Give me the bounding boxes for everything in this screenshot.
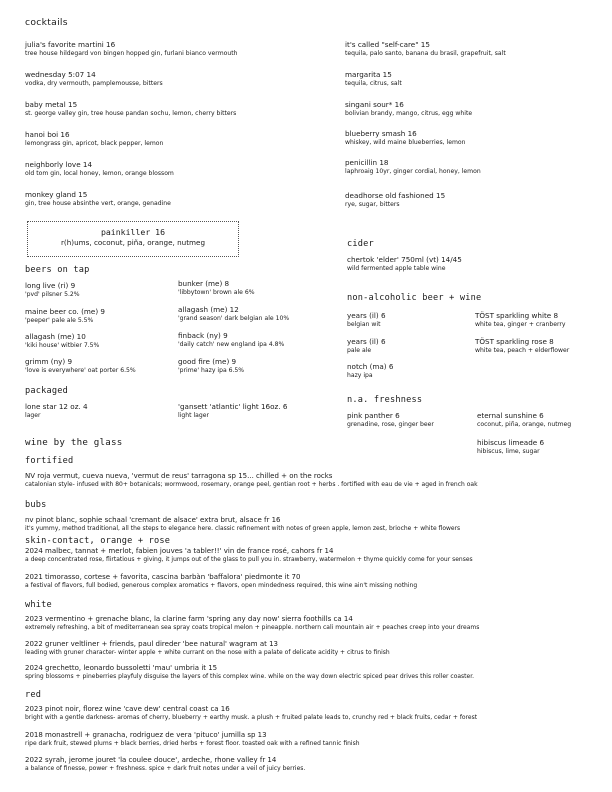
item-desc: extremely refreshing, a bit of mediterranean sea spray coats tropical melon + pineapple. northern cali mountain air + peaches creep into your dreams [25, 624, 480, 632]
cocktail-item [25, 40, 237, 58]
item-name: 2022 gruner veltliner + friends, paul direder 'bee natural' wagram at 13 [25, 640, 279, 648]
item-name: 2023 vermentino + grenache blanc, la clarine farm 'spring any day now' sierra foothills ca 14 [25, 615, 353, 623]
beer-item [178, 279, 255, 297]
item-desc: 'kiki house' witbier 7.5% [25, 341, 100, 349]
item-name: 2022 syrah, jerome jouret 'la coulee douce', ardeche, rhone valley fr 14 [25, 756, 277, 764]
item-name: neighborly love 14 [25, 160, 93, 169]
item-name: 2024 malbec, tannat + merlot, fabien jouves 'a tabler!!' vin de france rosé, cahors fr 14 [25, 547, 334, 555]
item-name: margarita 15 [345, 70, 392, 79]
item-name: penicillin 18 [345, 158, 389, 167]
item-name: nv pinot blanc, sophie schaal 'cremant de alsace' extra brut, alsace fr 16 [25, 516, 281, 524]
item-name: pink panther 6 [347, 411, 400, 420]
item-name: finback (ny) 9 [178, 331, 228, 340]
wine-item [25, 705, 477, 723]
item-desc: catalonian style- infused with 80+ botanicals; wormwood, rosemary, orange peel, gentian root + herbs . fortified with eau de vie + aged in french oak [25, 481, 478, 489]
packaged-item [25, 402, 88, 420]
item-desc: 'peeper' pale ale 5.5% [25, 316, 94, 324]
item-desc: a deep concentrated rose, flirtatious + giving, it jumps out of the glass to pull you in. strawberry, watermelon + thyme quickly come for your senses [25, 556, 473, 564]
na-freshness-item [347, 411, 434, 429]
item-name: deadhorse old fashioned 15 [345, 191, 446, 200]
item-name: 2018 monastrell + granacha, rodriguez de vera 'pituco' jumilla sp 13 [25, 731, 267, 739]
painkiller-box [27, 221, 239, 257]
beer-item [25, 332, 99, 350]
cocktail-item [345, 100, 472, 118]
beer-item [25, 281, 80, 299]
item-name: good fire (me) 9 [178, 357, 237, 366]
na-item [347, 362, 393, 380]
item-name: 2024 grechetto, leonardo bussoletti 'mau' umbria it 15 [25, 664, 218, 672]
item-desc: white tea, ginger + cranberry [475, 320, 566, 328]
item-name: singani sour* 16 [345, 100, 404, 109]
item-name: lone star 12 oz. 4 [25, 402, 88, 411]
cocktail-item [25, 190, 171, 208]
item-desc: gin, tree house absinthe vert, orange, genadine [25, 199, 171, 207]
item-desc: st. george valley gin, tree house pandan sochu, lemon, cherry bitters [25, 109, 237, 117]
wine-subheading-fortified: fortified [25, 456, 74, 466]
item-desc: lager [25, 411, 41, 419]
section-heading-packaged: packaged [25, 386, 68, 396]
item-name: NV roja vermut, cueva nueva, 'vermut de reus' tarragona sp 15... chilled + on the rocks [25, 472, 333, 480]
item-desc: white tea, peach + elderflower [475, 346, 570, 354]
packaged-item [178, 402, 287, 420]
item-desc: old tom gin, local honey, lemon, orange blossom [25, 169, 174, 177]
item-name: allagash (me) 10 [25, 332, 86, 341]
item-desc: a balance of finesse, power + freshness. spice + dark fruit notes under a veil of juicy berries. [25, 765, 306, 773]
wine-item [25, 615, 479, 633]
cocktail-item [345, 40, 506, 58]
wine-item [25, 664, 474, 682]
item-name: wednesday 5:07 14 [25, 70, 96, 79]
item-name: notch (ma) 6 [347, 362, 394, 371]
item-name: julia's favorite martini 16 [25, 40, 116, 49]
wine-subheading-red: red [25, 690, 42, 700]
item-name: maine beer co. (me) 9 [25, 307, 105, 316]
item-desc: tree house hildegard von bingen hopped gin, furlani bianco vermouth [25, 49, 238, 57]
wine-item [25, 573, 417, 591]
item-desc: spring blossoms + pineberries playfuly disguise the layers of this complex wine. while on the way down electric spiced pear drives this roller coaster. [25, 673, 475, 681]
wine-subheading-skin-contact: skin-contact, orange + rose [25, 536, 171, 546]
item-name: long live (ri) 9 [25, 281, 76, 290]
item-desc: a festival of flavors, full bodied, generous complex aromatics + flavors, open mindedness required, this wine ain't missing nothing [25, 582, 418, 590]
wine-item [25, 547, 473, 565]
na-freshness-item [477, 411, 571, 429]
cocktail-item [25, 130, 163, 148]
item-name: eternal sunshine 6 [477, 411, 544, 420]
section-heading-cocktails: cocktails [25, 17, 68, 28]
wine-item [25, 640, 390, 658]
painkiller-title: painkiller 16 [100, 227, 166, 237]
item-desc: rye, sugar, bitters [345, 200, 400, 208]
item-desc: tequila, palo santo, banana du brasil, grapefruit, salt [345, 49, 506, 57]
wine-item [25, 472, 478, 490]
beer-item [25, 357, 136, 375]
item-desc: wild fermented apple table wine [347, 264, 446, 272]
wine-item [25, 756, 305, 774]
item-desc: 'pvd' pilsner 5.2% [25, 290, 80, 298]
beer-item [178, 357, 244, 375]
item-desc: 'prime' hazy ipa 6.5% [178, 366, 245, 374]
item-desc: 'grand season' dark belgian ale 10% [178, 314, 290, 322]
item-name: 'gansett 'atlantic' light 16oz. 6 [178, 402, 288, 411]
cocktail-item [345, 129, 466, 147]
item-name: bunker (me) 8 [178, 279, 230, 288]
item-name: years (il) 6 [347, 337, 386, 346]
wine-subheading-bubs: bubs [25, 500, 47, 510]
section-heading-cider: cider [347, 239, 374, 249]
item-name: allagash (me) 12 [178, 305, 239, 314]
item-desc: hibiscus, lime, sugar [477, 447, 540, 455]
cocktail-item [25, 160, 174, 178]
item-desc: whiskey, wild maine blueberries, lemon [345, 138, 466, 146]
item-name: TÖST sparkling white 8 [475, 311, 559, 320]
item-desc: 'love is everywhere' oat porter 6.5% [25, 366, 136, 374]
item-name: years (il) 6 [347, 311, 386, 320]
na-item [347, 311, 386, 329]
cider-item [347, 255, 462, 273]
section-heading-na-beer: non-alcoholic beer + wine [347, 293, 482, 303]
item-desc: tequila, citrus, salt [345, 79, 402, 87]
item-desc: laphroaig 10yr, ginger cordial, honey, lemon [345, 167, 481, 175]
item-desc: ripe dark fruit, stewed plums + black berries, dried herbs + forest floor. toasted oak with a refined tannic finish [25, 740, 360, 748]
item-desc: pale ale [347, 346, 372, 354]
item-desc: 'daily catch' new england ipa 4.8% [178, 340, 285, 348]
section-heading-beers: beers on tap [25, 265, 90, 275]
wine-subheading-white: white [25, 600, 52, 610]
item-desc: light lager [178, 411, 209, 419]
na-freshness-item [477, 438, 544, 456]
item-name: it's called "self-care" 15 [345, 40, 430, 49]
item-name: 2021 timorasso, cortese + favorita, cascina barbàn 'baffalora' piedmonte it 70 [25, 573, 301, 581]
item-name: hanoi boi 16 [25, 130, 70, 139]
item-name: grimm (ny) 9 [25, 357, 73, 366]
wine-item [25, 516, 460, 534]
beer-item [178, 305, 289, 323]
section-heading-wine: wine by the glass [25, 437, 123, 448]
beer-item [25, 307, 105, 325]
item-name: blueberry smash 16 [345, 129, 417, 138]
item-name: monkey gland 15 [25, 190, 88, 199]
cocktail-item [345, 158, 481, 176]
item-name: TÖST sparkling rose 8 [475, 337, 554, 346]
item-desc: hazy ipa [347, 371, 373, 379]
painkiller-desc: r(h)ums, coconut, piña, orange, nutmeg [60, 238, 206, 247]
item-desc: bright with a gentle darkness- aromas of cherry, blueberry + earthy musk. a plush + fruited palate leads to, crunchy red + black fruits, cedar + forest [25, 714, 478, 722]
section-heading-na-freshness: n.a. freshness [347, 395, 423, 405]
cocktail-item [25, 70, 163, 88]
item-desc: leading with gruner character- winter apple + white currant on the nose with a palate of delicate acidity + citrus to finish [25, 649, 390, 657]
na-item [347, 337, 386, 355]
na-item [475, 311, 565, 329]
item-desc: lemongrass gin, apricot, black pepper, lemon [25, 139, 164, 147]
item-desc: bolivian brandy, mango, citrus, egg white [345, 109, 473, 117]
item-desc: grenadine, rose, ginger beer [347, 420, 434, 428]
item-desc: belgian wit [347, 320, 381, 328]
item-desc: vodka, dry vermouth, pamplemousse, bitters [25, 79, 163, 87]
cocktail-item [345, 191, 445, 209]
cocktail-item [25, 100, 236, 118]
item-desc: it's yummy, method traditional, all the steps to elegance here. classic refinement with notes of green apple, lemon zest, brioche + white flowers [25, 525, 461, 533]
cocktail-item [345, 70, 402, 88]
item-name: chertok 'elder' 750ml (vt) 14/45 [347, 255, 462, 264]
item-name: 2023 pinot noir, florez wine 'cave dew' central coast ca 16 [25, 705, 230, 713]
item-desc: 'libbytown' brown ale 6% [178, 288, 255, 296]
item-name: baby metal 15 [25, 100, 78, 109]
na-item [475, 337, 569, 355]
item-name: hibiscus limeade 6 [477, 438, 545, 447]
beer-item [178, 331, 284, 349]
wine-item [25, 731, 360, 749]
item-desc: coconut, piña, orange, nutmeg [477, 420, 572, 428]
